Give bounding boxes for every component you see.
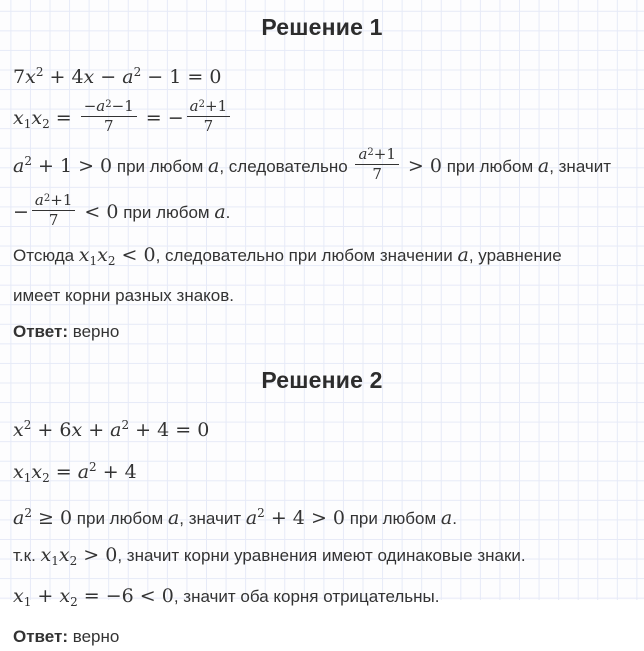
solution-line <box>13 97 631 139</box>
solution-line <box>13 412 631 445</box>
math-run: + 1 > 0 <box>31 154 113 177</box>
math-variable: a <box>208 154 220 177</box>
math-variable: a <box>537 154 550 177</box>
text-run: , значит оба корня отрицательны. <box>173 586 440 606</box>
math-run: > 0 <box>77 543 118 566</box>
math-variable: a <box>214 201 226 223</box>
math-variable: a <box>245 506 258 529</box>
math-variable: a <box>110 418 122 441</box>
math-run: 7 <box>13 66 26 88</box>
math-fraction <box>355 146 398 184</box>
solution-line <box>13 59 631 92</box>
text-run: , значит <box>179 508 246 528</box>
math-subscript: 2 <box>70 594 78 609</box>
math-run: + 4 <box>96 460 137 483</box>
math-subscript: 1 <box>51 553 59 568</box>
math-superscript: 2 <box>23 417 32 432</box>
solution-line <box>13 242 631 274</box>
math-run: = <box>49 460 78 483</box>
math-superscript: 2 <box>133 65 142 79</box>
solution-line <box>13 319 631 346</box>
math-variable: a <box>358 144 368 163</box>
math-variable: a <box>13 154 25 177</box>
math-variable: a <box>96 97 106 115</box>
math-run: + <box>31 584 60 607</box>
math-superscript: 2 <box>43 193 51 205</box>
math-run: 7 <box>48 211 59 230</box>
math-variable: a <box>13 506 25 529</box>
math-run: − <box>94 66 123 88</box>
text-run: при любом <box>72 508 168 528</box>
section-title-1: Решение 1 <box>261 14 383 40</box>
text-run: при любом <box>441 156 538 176</box>
math-run: + 4 <box>43 66 84 88</box>
fraction-denominator <box>32 211 75 229</box>
section-title-2: Решение 2 <box>261 366 383 393</box>
text-run: , следовательно при любом значении <box>155 245 458 265</box>
math-run: > 0 <box>401 154 442 177</box>
math-run: +1 <box>50 191 73 210</box>
text-run: при любом <box>345 508 441 528</box>
document-content <box>13 13 631 651</box>
math-run: +1 <box>205 97 228 115</box>
text-run: при любом <box>118 203 215 222</box>
math-variable: x <box>78 243 90 266</box>
solution-line <box>13 283 631 310</box>
fraction-numerator <box>32 192 75 211</box>
text-run: , значит корни уравнения имеют одинаковые знаки. <box>117 545 526 565</box>
math-run: < 0 <box>115 243 156 266</box>
text-run: , следовательно <box>219 156 353 176</box>
math-run: − <box>83 97 97 115</box>
math-variable: a <box>122 66 134 88</box>
math-subscript: 2 <box>42 470 50 485</box>
math-subscript: 1 <box>23 594 32 609</box>
solution-section-1 <box>13 13 631 346</box>
solution-line <box>13 454 631 491</box>
math-variable: x <box>71 418 83 441</box>
math-run: + 4 > 0 <box>264 506 345 529</box>
solution-line <box>13 500 631 533</box>
math-variable: a <box>77 460 90 483</box>
fraction-numerator <box>187 98 230 117</box>
text-run: , значит <box>549 156 612 176</box>
math-variable: x <box>13 584 24 607</box>
math-variable: x <box>58 543 70 566</box>
text-run: верно <box>68 626 120 646</box>
math-variable: a <box>34 191 44 210</box>
math-run: + <box>82 418 111 441</box>
math-variable: a <box>167 506 180 529</box>
text-run: , уравнение <box>468 245 562 265</box>
math-variable: x <box>13 418 24 441</box>
math-superscript: 2 <box>198 99 205 110</box>
math-variable: x <box>59 584 71 607</box>
math-subscript: 2 <box>42 116 50 131</box>
math-variable: x <box>13 106 24 129</box>
math-superscript: 2 <box>105 99 112 110</box>
text-run: имеет корни разных знаков. <box>13 285 234 305</box>
math-superscript: 2 <box>257 505 265 520</box>
math-run: − 1 = 0 <box>141 66 222 88</box>
math-run: + 4 = 0 <box>129 418 210 441</box>
math-run: ≥ 0 <box>31 506 73 529</box>
math-run: < 0 <box>78 201 119 223</box>
math-variable: a <box>440 506 453 529</box>
text-run: Отсюда <box>13 245 79 265</box>
text-run: т.к. <box>13 545 41 565</box>
solution-line <box>13 191 631 233</box>
math-variable: x <box>25 66 36 88</box>
math-variable: x <box>31 106 43 129</box>
math-variable: x <box>83 66 95 88</box>
math-fraction <box>32 192 75 230</box>
fraction-numerator <box>355 146 398 165</box>
math-subscript: 1 <box>23 470 32 485</box>
math-variable: x <box>31 460 43 483</box>
math-fraction <box>81 98 137 136</box>
fraction-denominator <box>187 117 230 135</box>
text-run: верно <box>68 321 120 341</box>
math-superscript: 2 <box>35 65 44 79</box>
math-superscript: 2 <box>121 417 130 432</box>
math-variable: x <box>97 243 108 266</box>
answer-label: Ответ: <box>13 321 68 341</box>
math-superscript: 2 <box>24 153 32 168</box>
solution-section-2 <box>13 366 631 651</box>
math-run: 7 <box>103 117 114 136</box>
math-superscript: 2 <box>367 146 374 158</box>
solution-line <box>13 624 631 651</box>
solution-line <box>13 144 631 187</box>
math-run: −1 <box>111 97 134 115</box>
math-variable: a <box>457 243 469 266</box>
fraction-denominator <box>355 165 398 183</box>
math-run: − <box>13 201 29 223</box>
math-run: = <box>49 106 78 129</box>
solution-line <box>13 542 631 574</box>
text-run: . <box>225 203 231 222</box>
math-run: = −6 < 0 <box>77 584 174 607</box>
math-run: 7 <box>203 117 214 136</box>
text-run: при любом <box>112 156 209 176</box>
math-run: = − <box>139 106 184 129</box>
fraction-numerator <box>81 98 137 117</box>
math-fraction <box>187 98 230 136</box>
math-superscript: 2 <box>89 459 97 474</box>
math-run: + 6 <box>31 418 72 441</box>
math-superscript: 2 <box>24 505 32 520</box>
math-variable: x <box>40 543 52 566</box>
answer-label: Ответ: <box>13 626 68 646</box>
math-run: 7 <box>372 164 382 183</box>
math-variable: a <box>189 97 199 115</box>
math-run: +1 <box>373 144 396 163</box>
math-subscript: 1 <box>89 253 98 268</box>
math-variable: x <box>13 460 24 483</box>
solution-line <box>13 583 631 615</box>
math-subscript: 2 <box>69 553 78 568</box>
text-run: . <box>452 508 457 528</box>
math-subscript: 2 <box>107 253 116 268</box>
math-subscript: 1 <box>23 116 32 131</box>
fraction-denominator <box>81 117 137 135</box>
